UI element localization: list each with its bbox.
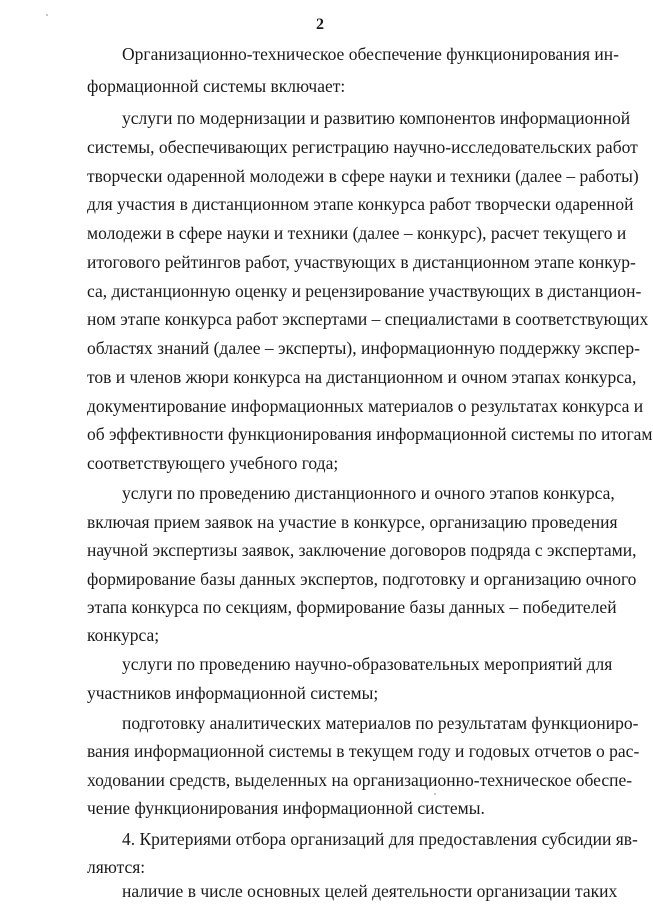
paragraph-line: творчески одаренной молодежи в сфере науки и техники (далее – работы): [87, 166, 639, 186]
page-number: 2: [316, 16, 324, 33]
paragraph-line: ляются:: [87, 857, 146, 877]
paragraph-line: услуги по модернизации и развитию компонентов информационной: [122, 108, 631, 128]
paragraph-line: услуги по проведению научно-образовательных мероприятий для: [122, 654, 613, 674]
paragraph-line: вания информационной системы в текущем году и годовых отчетов о рас-: [87, 741, 640, 761]
paragraph-line: тов и членов жюри конкурса на дистанционном и очном этапах конкурса,: [87, 367, 637, 387]
paragraph-line: подготовку аналитических материалов по результатам функциониро-: [122, 713, 639, 733]
paragraph-line: конкурса;: [87, 625, 160, 645]
paragraph-line: системы, обеспечивающих регистрацию научно-исследовательских работ: [87, 137, 638, 157]
paragraph-line: 4. Критериями отбора организаций для предоставления субсидии яв-: [122, 829, 638, 849]
paragraph-line: са, дистанционную оценку и рецензирование участвующих в дистанцион-: [87, 281, 642, 301]
paragraph-line: услуги по проведению дистанционного и очного этапов конкурса,: [122, 483, 615, 503]
paragraph-line: Организационно-техническое обеспечение функционирования ин-: [122, 44, 619, 64]
paragraph-line: областях знаний (далее – эксперты), информационную поддержку экспер-: [87, 338, 640, 358]
paragraph-line: включая прием заявок на участие в конкурсе, организацию проведения: [87, 512, 618, 532]
paragraph-line: об эффективности функционирования информационной системы по итогам: [87, 424, 653, 444]
paragraph-line: этапа конкурса по секциям, формирование базы данных – победителей: [87, 597, 617, 617]
paragraph-line: ходовании средств, выделенных на организационно-техническое обеспе-: [87, 770, 633, 790]
paragraph-line: итогового рейтингов работ, участвующих в дистанционном этапе конкур-: [87, 252, 636, 272]
paragraph-line: научной экспертизы заявок, заключение договоров подряда с экспертами,: [87, 540, 637, 560]
scan-speck: [434, 793, 436, 795]
paragraph-line: формационной системы включает:: [87, 76, 346, 96]
paragraph-line: молодежи в сфере науки и техники (далее – конкурс), расчет текущего и: [87, 223, 627, 243]
paragraph-line: для участия в дистанционном этапе конкурса работ творчески одаренной: [87, 194, 634, 214]
paragraph-line: участников информационной системы;: [87, 683, 379, 703]
paragraph-line: ном этапе конкурса работ экспертами – специалистами в соответствующих: [87, 309, 649, 329]
paragraph-line: соответствующего учебного года;: [87, 453, 339, 473]
paragraph-line: наличие в числе основных целей деятельности организации таких: [122, 881, 618, 901]
paragraph-line: формирование базы данных экспертов, подготовку и организацию очного: [87, 569, 637, 589]
scan-speck: [46, 14, 48, 16]
paragraph-line: чение функционирования информационной системы.: [87, 798, 485, 818]
paragraph-line: документирование информационных материалов о результатах конкурса и: [87, 396, 644, 416]
